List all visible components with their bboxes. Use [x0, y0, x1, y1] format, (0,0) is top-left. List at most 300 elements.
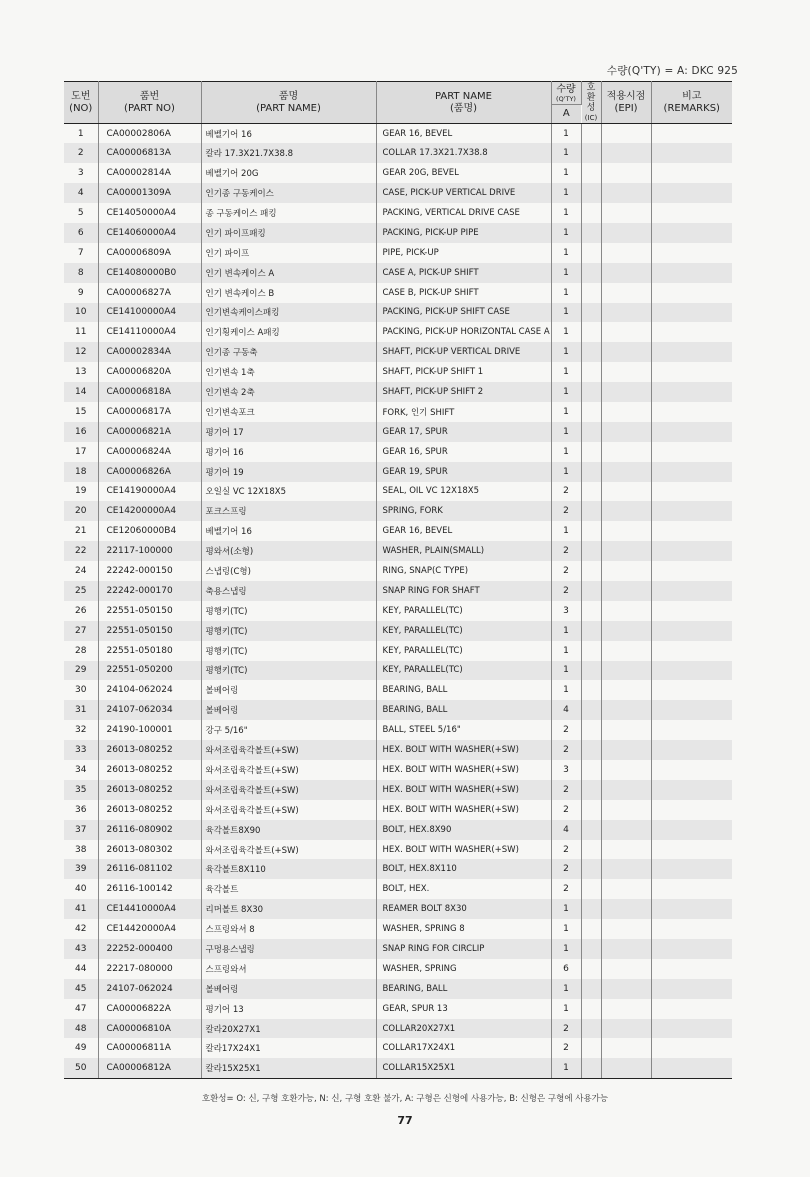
header-part-name-ko-ko: 품명 [278, 90, 299, 102]
qty-cell: 1 [551, 462, 581, 482]
epi-cell [601, 959, 651, 979]
table-row [64, 561, 732, 581]
row-no-cell: 5 [64, 203, 98, 223]
remarks-cell [651, 163, 732, 183]
part-name-ko-cell: 와셔조립육각볼트(+SW) [201, 780, 376, 800]
part-name-en-cell: HEX. BOLT WITH WASHER(+SW) [376, 760, 551, 780]
row-no-cell: 19 [64, 482, 98, 502]
qty-cell: 2 [551, 740, 581, 760]
row-no-cell: 17 [64, 442, 98, 462]
qty-cell: 1 [551, 641, 581, 661]
epi-cell [601, 561, 651, 581]
ic-cell [581, 322, 601, 342]
qty-cell: 2 [551, 482, 581, 502]
part-name-ko-cell: 칼라15X25X1 [201, 1058, 376, 1078]
part-name-en-cell: HEX. BOLT WITH WASHER(+SW) [376, 740, 551, 760]
part-name-en-cell: WASHER, PLAIN(SMALL) [376, 541, 551, 561]
row-no-cell: 13 [64, 362, 98, 382]
part-no-cell: CA00006820A [98, 362, 201, 382]
qty-cell: 1 [551, 1058, 581, 1078]
row-no-cell: 1 [64, 124, 98, 144]
table-row [64, 680, 732, 700]
qty-cell: 1 [551, 939, 581, 959]
qty-cell: 1 [551, 223, 581, 243]
row-no-cell: 8 [64, 263, 98, 283]
part-no-cell: 24190-100001 [98, 720, 201, 740]
table-row [64, 163, 732, 183]
header-part-name-en [376, 82, 551, 124]
ic-cell [581, 124, 601, 144]
row-no-cell: 33 [64, 740, 98, 760]
ic-cell [581, 243, 601, 263]
ic-cell [581, 879, 601, 899]
table-row [64, 939, 732, 959]
row-no-cell: 4 [64, 183, 98, 203]
qty-cell: 2 [551, 720, 581, 740]
part-name-en-cell: BOLT, HEX.8X90 [376, 820, 551, 840]
part-no-cell: CE14080000B0 [98, 263, 201, 283]
row-no-cell: 20 [64, 501, 98, 521]
row-no-cell: 43 [64, 939, 98, 959]
qty-cell: 1 [551, 999, 581, 1019]
part-no-cell: CA00006817A [98, 402, 201, 422]
ic-cell [581, 601, 601, 621]
part-name-ko-cell: 스냅링(C형) [201, 561, 376, 581]
remarks-cell [651, 521, 732, 541]
part-name-en-cell: BEARING, BALL [376, 979, 551, 999]
epi-cell [601, 501, 651, 521]
remarks-cell [651, 740, 732, 760]
part-name-ko-cell: 인기변속포크 [201, 402, 376, 422]
remarks-cell [651, 303, 732, 323]
part-name-en-cell: SNAP RING FOR CIRCLIP [376, 939, 551, 959]
table-row [64, 840, 732, 860]
epi-cell [601, 183, 651, 203]
table-row [64, 322, 732, 342]
remarks-cell [651, 760, 732, 780]
qty-cell: 1 [551, 124, 581, 144]
remarks-cell [651, 899, 732, 919]
ic-cell [581, 939, 601, 959]
row-no-cell: 31 [64, 700, 98, 720]
part-no-cell: CA00002814A [98, 163, 201, 183]
epi-cell [601, 700, 651, 720]
ic-cell [581, 402, 601, 422]
table-row [64, 203, 732, 223]
part-name-ko-cell: 축용스냅링 [201, 581, 376, 601]
remarks-cell [651, 680, 732, 700]
part-name-ko-cell: 평기어 19 [201, 462, 376, 482]
part-no-cell: 22217-080000 [98, 959, 201, 979]
part-name-en-cell: SEAL, OIL VC 12X18X5 [376, 482, 551, 502]
table-row [64, 1038, 732, 1058]
part-name-en-cell: GEAR 19, SPUR [376, 462, 551, 482]
epi-cell [601, 362, 651, 382]
part-name-ko-cell: 강구 5/16" [201, 720, 376, 740]
part-name-ko-cell: 칼라17X24X1 [201, 1038, 376, 1058]
ic-cell [581, 1038, 601, 1058]
part-name-ko-cell: 포크스프링 [201, 501, 376, 521]
part-no-cell: 22551-050180 [98, 641, 201, 661]
part-name-ko-cell: 인기변속 2축 [201, 382, 376, 402]
interchangeability-legend: 호환성= O: 신, 구형 호환가능, N: 신, 구형 호환 불가, A: 구형은 신형에 사용가능, B: 신형은 구형에 사용가능 [201, 1094, 609, 1104]
epi-cell [601, 541, 651, 561]
part-name-en-cell: CASE B, PICK-UP SHIFT [376, 283, 551, 303]
table-row [64, 979, 732, 999]
header-part-no-en: (PART NO) [124, 102, 175, 114]
part-no-cell: CE14050000A4 [98, 203, 201, 223]
epi-cell [601, 124, 651, 144]
qty-cell: 1 [551, 303, 581, 323]
qty-cell: 4 [551, 700, 581, 720]
table-row [64, 720, 732, 740]
row-no-cell: 45 [64, 979, 98, 999]
qty-cell: 1 [551, 143, 581, 163]
row-no-cell: 25 [64, 581, 98, 601]
part-no-cell: CA00006809A [98, 243, 201, 263]
row-no-cell: 41 [64, 899, 98, 919]
ic-cell [581, 163, 601, 183]
part-name-en-cell: GEAR 16, SPUR [376, 442, 551, 462]
epi-cell [601, 1019, 651, 1039]
epi-cell [601, 521, 651, 541]
remarks-cell [651, 919, 732, 939]
part-name-ko-cell: 평기어 16 [201, 442, 376, 462]
ic-cell [581, 283, 601, 303]
part-no-cell: 26013-080252 [98, 740, 201, 760]
table-row [64, 482, 732, 502]
remarks-cell [651, 501, 732, 521]
epi-cell [601, 283, 651, 303]
part-name-ko-cell: 스프링와셔 8 [201, 919, 376, 939]
part-no-cell: CE14100000A4 [98, 303, 201, 323]
ic-cell [581, 959, 601, 979]
row-no-cell: 47 [64, 999, 98, 1019]
remarks-cell [651, 422, 732, 442]
part-name-ko-cell: 인기종 구동케이스 [201, 183, 376, 203]
epi-cell [601, 899, 651, 919]
part-no-cell: CA00006813A [98, 143, 201, 163]
part-name-en-cell: COLLAR17X24X1 [376, 1038, 551, 1058]
page-number: 77 [397, 1114, 413, 1127]
row-no-cell: 12 [64, 342, 98, 362]
row-no-cell: 44 [64, 959, 98, 979]
table-row [64, 999, 732, 1019]
qty-cell: 2 [551, 581, 581, 601]
header-no-en: (NO) [69, 102, 93, 114]
ic-cell [581, 263, 601, 283]
epi-cell [601, 1038, 651, 1058]
epi-cell [601, 601, 651, 621]
qty-cell: 1 [551, 362, 581, 382]
part-name-ko-cell: 인기변속케이스패킹 [201, 303, 376, 323]
row-no-cell: 6 [64, 223, 98, 243]
row-no-cell: 3 [64, 163, 98, 183]
part-name-en-cell: PIPE, PICK-UP [376, 243, 551, 263]
table-row [64, 601, 732, 621]
remarks-cell [651, 203, 732, 223]
table-row [64, 859, 732, 879]
part-no-cell: 22117-100000 [98, 541, 201, 561]
epi-cell [601, 999, 651, 1019]
epi-cell [601, 720, 651, 740]
epi-cell [601, 342, 651, 362]
part-name-ko-cell: 오일실 VC 12X18X5 [201, 482, 376, 502]
row-no-cell: 35 [64, 780, 98, 800]
part-no-cell: CA00006818A [98, 382, 201, 402]
ic-cell [581, 362, 601, 382]
header-part-name-ko [201, 82, 376, 124]
epi-cell [601, 203, 651, 223]
row-no-cell: 37 [64, 820, 98, 840]
header-epi-ko: 적용시점 [606, 90, 646, 102]
part-no-cell: 26013-080252 [98, 780, 201, 800]
part-no-cell: CE12060000B4 [98, 521, 201, 541]
qty-cell: 2 [551, 859, 581, 879]
ic-cell [581, 462, 601, 482]
header-part-name-ko-en: (PART NAME) [256, 102, 321, 114]
remarks-cell [651, 700, 732, 720]
part-no-cell: 26013-080252 [98, 760, 201, 780]
part-name-en-cell: BEARING, BALL [376, 680, 551, 700]
qty-cell: 1 [551, 203, 581, 223]
remarks-cell [651, 462, 732, 482]
part-no-cell: 26116-081102 [98, 859, 201, 879]
row-no-cell: 32 [64, 720, 98, 740]
qty-cell: 1 [551, 899, 581, 919]
header-qty-a: A [551, 105, 581, 124]
part-name-en-cell: GEAR 16, BEVEL [376, 521, 551, 541]
ic-cell [581, 700, 601, 720]
part-no-cell: CA00006812A [98, 1058, 201, 1078]
qty-cell: 2 [551, 541, 581, 561]
row-no-cell: 11 [64, 322, 98, 342]
row-no-cell: 15 [64, 402, 98, 422]
row-no-cell: 21 [64, 521, 98, 541]
qty-cell: 3 [551, 601, 581, 621]
ic-cell [581, 979, 601, 999]
ic-cell [581, 1019, 601, 1039]
epi-cell [601, 482, 651, 502]
table-row [64, 422, 732, 442]
qty-cell: 1 [551, 919, 581, 939]
table-row [64, 223, 732, 243]
part-name-ko-cell: 인기 변속케이스 B [201, 283, 376, 303]
remarks-cell [651, 283, 732, 303]
qty-cell: 2 [551, 800, 581, 820]
row-no-cell: 7 [64, 243, 98, 263]
part-no-cell: CA00006824A [98, 442, 201, 462]
header-part-name-en-ko: (품명) [449, 102, 478, 114]
ic-cell [581, 1058, 601, 1078]
table-row [64, 143, 732, 163]
header-epi [601, 82, 651, 124]
part-no-cell: CA00002834A [98, 342, 201, 362]
epi-cell [601, 621, 651, 641]
epi-cell [601, 641, 651, 661]
part-name-ko-cell: 인기횡케이스 A패킹 [201, 322, 376, 342]
qty-cell: 2 [551, 840, 581, 860]
table-row [64, 661, 732, 681]
row-no-cell: 30 [64, 680, 98, 700]
qty-cell: 4 [551, 820, 581, 840]
ic-cell [581, 661, 601, 681]
remarks-cell [651, 720, 732, 740]
remarks-cell [651, 840, 732, 860]
epi-cell [601, 800, 651, 820]
table-row [64, 641, 732, 661]
table-row [64, 303, 732, 323]
epi-cell [601, 879, 651, 899]
part-no-cell: 22242-000170 [98, 581, 201, 601]
remarks-cell [651, 482, 732, 502]
row-no-cell: 29 [64, 661, 98, 681]
epi-cell [601, 382, 651, 402]
part-name-en-cell: COLLAR15X25X1 [376, 1058, 551, 1078]
table-row [64, 283, 732, 303]
qty-cell: 1 [551, 322, 581, 342]
part-no-cell: CA00006822A [98, 999, 201, 1019]
part-name-ko-cell: 베벨기어 16 [201, 124, 376, 144]
qty-cell: 2 [551, 1019, 581, 1039]
epi-cell [601, 581, 651, 601]
remarks-cell [651, 601, 732, 621]
row-no-cell: 36 [64, 800, 98, 820]
part-no-cell: 24104-062024 [98, 680, 201, 700]
qty-cell: 1 [551, 680, 581, 700]
part-name-ko-cell: 평와셔(소형) [201, 541, 376, 561]
part-name-en-cell: HEX. BOLT WITH WASHER(+SW) [376, 780, 551, 800]
part-name-en-cell: GEAR 16, BEVEL [376, 124, 551, 144]
qty-cell: 1 [551, 382, 581, 402]
header-remarks-ko: 비고 [682, 90, 702, 102]
remarks-cell [651, 800, 732, 820]
qty-cell: 2 [551, 561, 581, 581]
epi-cell [601, 422, 651, 442]
part-name-ko-cell: 와셔조립육각볼트(+SW) [201, 760, 376, 780]
row-no-cell: 48 [64, 1019, 98, 1039]
ic-cell [581, 382, 601, 402]
remarks-cell [651, 263, 732, 283]
table-row [64, 342, 732, 362]
qty-cell: 6 [551, 959, 581, 979]
ic-cell [581, 482, 601, 502]
row-no-cell: 9 [64, 283, 98, 303]
header-qty-ko: 수량 [556, 83, 576, 95]
remarks-cell [651, 959, 732, 979]
ic-cell [581, 521, 601, 541]
table-row [64, 581, 732, 601]
ic-cell [581, 720, 601, 740]
part-name-en-cell: RING, SNAP(C TYPE) [376, 561, 551, 581]
part-name-ko-cell: 인기종 구동축 [201, 342, 376, 362]
remarks-cell [651, 820, 732, 840]
epi-cell [601, 263, 651, 283]
ic-cell [581, 680, 601, 700]
qty-cell: 1 [551, 422, 581, 442]
part-no-cell: CA00001309A [98, 183, 201, 203]
epi-cell [601, 680, 651, 700]
table-row [64, 521, 732, 541]
part-name-en-cell: BOLT, HEX.8X110 [376, 859, 551, 879]
part-name-en-cell: PACKING, PICK-UP HORIZONTAL CASE A [376, 322, 551, 342]
qty-cell: 1 [551, 521, 581, 541]
row-no-cell: 28 [64, 641, 98, 661]
row-no-cell: 40 [64, 879, 98, 899]
part-no-cell: 22242-000150 [98, 561, 201, 581]
header-epi-en: (EPI) [614, 102, 638, 114]
epi-cell [601, 322, 651, 342]
ic-cell [581, 442, 601, 462]
part-name-en-cell: BOLT, HEX. [376, 879, 551, 899]
header-qty [551, 82, 581, 105]
part-name-en-cell: CASE, PICK-UP VERTICAL DRIVE [376, 183, 551, 203]
header-no [64, 82, 98, 124]
ic-cell [581, 303, 601, 323]
epi-cell [601, 859, 651, 879]
table-row [64, 124, 732, 144]
qty-cell: 3 [551, 760, 581, 780]
remarks-cell [651, 183, 732, 203]
part-name-ko-cell: 볼베어링 [201, 700, 376, 720]
qty-cell: 1 [551, 661, 581, 681]
header-remarks-en: (REMARKS) [663, 102, 720, 114]
ic-cell [581, 859, 601, 879]
ic-cell [581, 422, 601, 442]
remarks-cell [651, 661, 732, 681]
remarks-cell [651, 621, 732, 641]
ic-cell [581, 183, 601, 203]
part-name-ko-cell: 종 구동케이스 패킹 [201, 203, 376, 223]
part-name-ko-cell: 볼베어링 [201, 680, 376, 700]
qty-cell: 2 [551, 501, 581, 521]
epi-cell [601, 1058, 651, 1078]
part-name-ko-cell: 칼라 17.3X21.7X38.8 [201, 143, 376, 163]
part-name-ko-cell: 베벨기어 20G [201, 163, 376, 183]
ic-cell [581, 342, 601, 362]
table-row [64, 959, 732, 979]
part-name-ko-cell: 평행키(TC) [201, 641, 376, 661]
remarks-cell [651, 1058, 732, 1078]
epi-cell [601, 402, 651, 422]
table-row [64, 740, 732, 760]
part-no-cell: 22252-000400 [98, 939, 201, 959]
qty-cell: 1 [551, 283, 581, 303]
part-no-cell: 26013-080252 [98, 800, 201, 820]
part-no-cell: 24107-062034 [98, 700, 201, 720]
table-row [64, 760, 732, 780]
remarks-cell [651, 939, 732, 959]
epi-cell [601, 223, 651, 243]
remarks-cell [651, 143, 732, 163]
table-row [64, 263, 732, 283]
header-part-name-en-en: PART NAME [434, 90, 492, 102]
qty-cell: 1 [551, 243, 581, 263]
part-name-en-cell: GEAR, SPUR 13 [376, 999, 551, 1019]
remarks-cell [651, 581, 732, 601]
part-name-en-cell: REAMER BOLT 8X30 [376, 899, 551, 919]
part-name-ko-cell: 육각볼트 [201, 879, 376, 899]
part-name-en-cell: KEY, PARALLEL(TC) [376, 621, 551, 641]
qty-cell: 2 [551, 1038, 581, 1058]
row-no-cell: 14 [64, 382, 98, 402]
parts-table-body [64, 124, 732, 1079]
remarks-cell [651, 859, 732, 879]
part-name-ko-cell: 평행키(TC) [201, 661, 376, 681]
table-row [64, 780, 732, 800]
header-part-no [98, 82, 201, 124]
epi-cell [601, 462, 651, 482]
